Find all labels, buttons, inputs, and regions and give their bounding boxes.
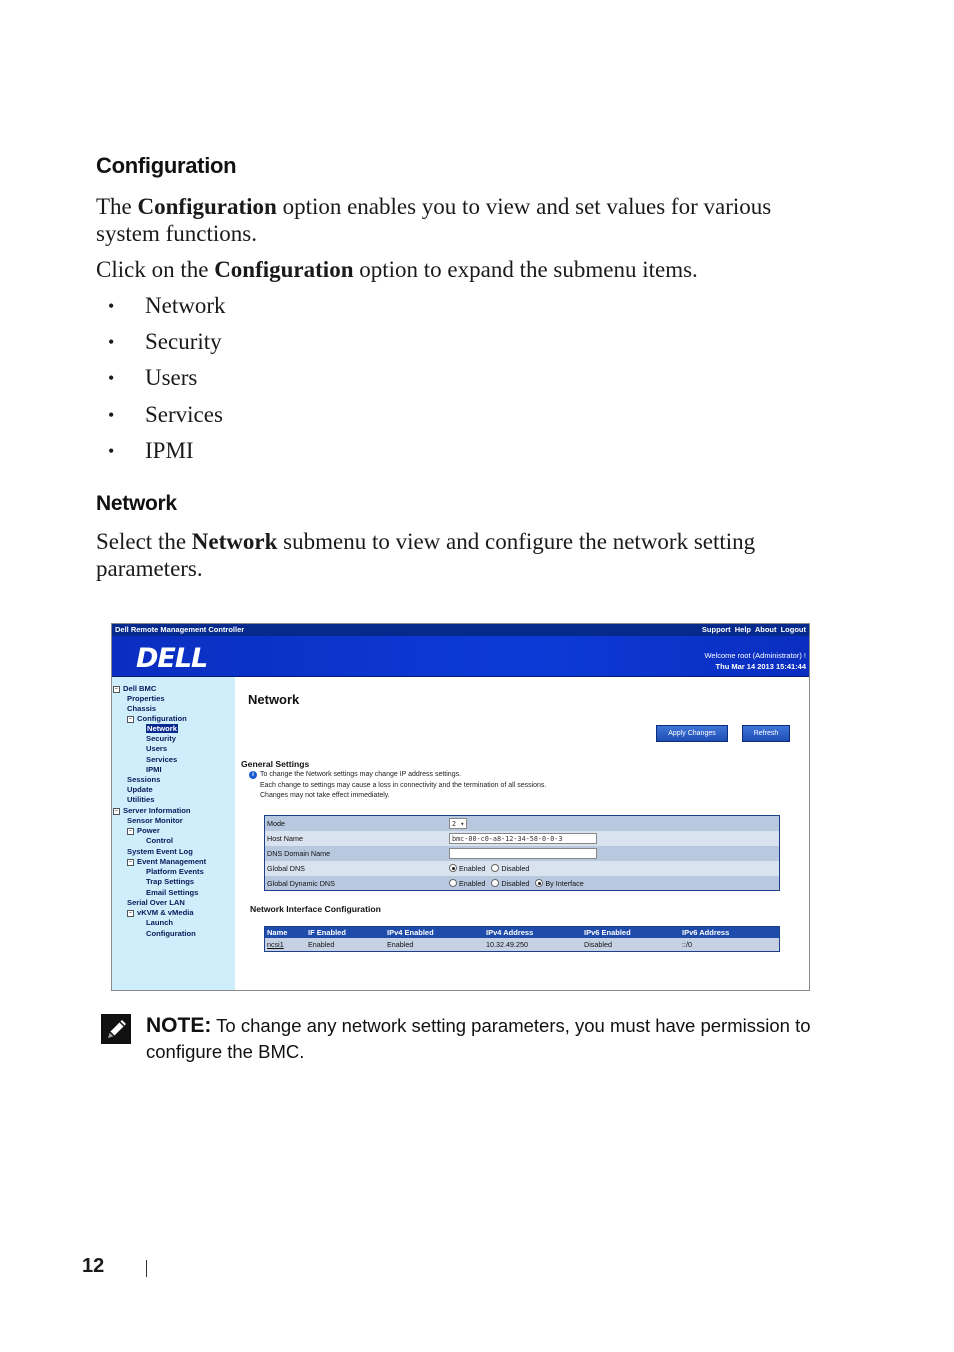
- general-settings-table: [264, 815, 780, 891]
- global-dynamic-dns-options: Enabled Disabled By Interface: [449, 876, 584, 891]
- dns-domain-row: [265, 846, 779, 861]
- nic-config-heading: Network Interface Configuration: [250, 904, 381, 914]
- note-label: NOTE:: [146, 1014, 212, 1037]
- refresh-button[interactable]: Refresh: [742, 725, 790, 742]
- chevron-down-icon: ▾: [460, 820, 465, 828]
- tree-item-security[interactable]: Security: [146, 734, 176, 743]
- collapse-icon[interactable]: −: [127, 910, 134, 917]
- table-cell: Enabled: [308, 940, 335, 949]
- support-link[interactable]: Support: [701, 625, 731, 634]
- welcome-text: Welcome root (Administrator) !: [704, 651, 806, 660]
- tree-item-sessions[interactable]: Sessions: [127, 775, 161, 784]
- tree-item-event-management[interactable]: − Event Management: [127, 857, 206, 867]
- note-text: NOTE: To change any network setting parameters, you must have permission to configure the BMC.: [146, 1014, 811, 1062]
- nic-table-header: [265, 927, 779, 938]
- sidebar-tree: [112, 677, 235, 991]
- about-link[interactable]: About: [754, 625, 777, 634]
- configuration-click-text: Click on the Configuration option to expand the submenu items.: [96, 257, 698, 282]
- collapse-icon[interactable]: −: [127, 716, 134, 723]
- info-line: Each change to settings may cause a loss in connectivity and the termination of all sessions.: [260, 781, 547, 789]
- footer-divider: [146, 1260, 147, 1277]
- tree-item-configuration[interactable]: − Configuration: [127, 714, 187, 724]
- tree-item-users[interactable]: Users: [146, 744, 168, 753]
- tree-item-sensor-monitor[interactable]: Sensor Monitor: [127, 816, 183, 825]
- table-cell: Enabled: [387, 940, 414, 949]
- global-dns-label: Global DNS: [267, 864, 305, 873]
- tree-item-ipmi[interactable]: IPMI: [146, 765, 162, 774]
- host-name-row: [265, 831, 779, 846]
- global-dynamic-dns-row: [265, 876, 779, 891]
- info-line: Changes may not take effect immediately.: [260, 792, 390, 799]
- global-dynamic-dns-label: Global Dynamic DNS: [267, 879, 335, 888]
- datetime: Thu Mar 14 2013 15:41:44: [715, 662, 806, 671]
- configuration-heading: Configuration: [96, 153, 237, 178]
- column-header: IPv6 Address: [682, 928, 730, 937]
- page-number: 12: [82, 1255, 105, 1277]
- tree-item-utilities[interactable]: Utilities: [127, 795, 155, 804]
- network-text: Select the Network submenu to view and configure the network setting parameters.: [96, 529, 756, 581]
- apply-changes-button[interactable]: Apply Changes: [656, 725, 728, 742]
- tree-item-services[interactable]: Services: [146, 755, 178, 764]
- tree-item-chassis[interactable]: Chassis: [127, 704, 157, 713]
- column-header: IF Enabled: [308, 928, 346, 937]
- info-message: [249, 770, 546, 802]
- app-title: Dell Remote Management Controller: [115, 625, 245, 634]
- banner: [112, 636, 809, 677]
- global-dns-enabled-radio[interactable]: [449, 864, 457, 872]
- column-header: Name: [267, 928, 288, 937]
- top-links: [702, 624, 806, 636]
- dell-logo: DELL: [136, 643, 208, 674]
- collapse-icon[interactable]: −: [127, 828, 134, 835]
- bmc-screenshot: [111, 623, 810, 991]
- global-dns-options: Enabled Disabled: [449, 861, 529, 876]
- host-name-input[interactable]: bmc-00-c0-a8-12-34-58-0-0-3: [449, 833, 597, 844]
- nic-table: [264, 926, 780, 952]
- list-item: • Security: [108, 329, 222, 355]
- tree-item-server-information[interactable]: − Server Information: [113, 806, 191, 816]
- main-panel: [235, 677, 810, 991]
- tree-item-platform-events[interactable]: Platform Events: [146, 867, 204, 876]
- logout-link[interactable]: Logout: [780, 625, 806, 634]
- tree-item-properties[interactable]: Properties: [127, 694, 165, 703]
- mode-row: [265, 816, 779, 831]
- table-cell: ::/0: [682, 940, 692, 949]
- help-link[interactable]: Help: [734, 625, 752, 634]
- mode-label: Mode: [267, 819, 285, 828]
- tree-item-system-event-log[interactable]: System Event Log: [127, 847, 193, 856]
- host-name-label: Host Name: [267, 834, 303, 843]
- collapse-icon[interactable]: −: [113, 686, 120, 693]
- global-dyn-enabled-radio[interactable]: [449, 879, 457, 887]
- tree-item-launch[interactable]: Launch: [146, 918, 174, 927]
- dns-domain-input[interactable]: [449, 848, 597, 859]
- tree-item-power[interactable]: − Power: [127, 826, 160, 836]
- nic-name-link[interactable]: ncsi1: [267, 940, 284, 949]
- tree-item-vkvm-vmedia[interactable]: − vKVM & vMedia: [127, 908, 194, 918]
- general-settings-heading: General Settings: [241, 759, 310, 769]
- info-icon: i: [249, 771, 257, 779]
- table-cell: 10.32.49.250: [486, 940, 528, 949]
- list-item: • Users: [108, 365, 198, 391]
- column-header: IPv4 Enabled: [387, 928, 434, 937]
- tree-item-serial-over-lan[interactable]: Serial Over LAN: [127, 898, 185, 907]
- info-line: To change the Network settings may change IP address settings.: [260, 771, 462, 778]
- note-pencil-icon: [100, 1013, 132, 1045]
- column-header: IPv4 Address: [486, 928, 534, 937]
- tree-item-trap-settings[interactable]: Trap Settings: [146, 877, 195, 886]
- top-bar: [112, 624, 809, 636]
- page-title: Network: [248, 692, 300, 707]
- tree-item-dell-bmc[interactable]: − Dell BMC: [113, 684, 156, 694]
- list-item: • IPMI: [108, 437, 194, 463]
- tree-item-update[interactable]: Update: [127, 785, 153, 794]
- list-item: • Network: [108, 293, 226, 318]
- welcome-panel: [704, 650, 806, 672]
- tree-item-network[interactable]: Network: [147, 724, 177, 733]
- global-dyn-by-interface-radio[interactable]: [535, 879, 543, 887]
- collapse-icon[interactable]: −: [113, 808, 120, 815]
- tree-item-vmedia-configuration[interactable]: Configuration: [146, 929, 196, 938]
- submenu-list: [108, 292, 225, 473]
- global-dns-row: [265, 861, 779, 876]
- collapse-icon[interactable]: −: [127, 859, 134, 866]
- list-item: • Services: [108, 401, 223, 427]
- tree-item-email-settings[interactable]: Email Settings: [146, 888, 199, 897]
- dns-domain-label: DNS Domain Name: [267, 849, 331, 858]
- configuration-intro: The Configuration option enables you to view and set values for various system functions.: [96, 194, 772, 246]
- table-cell: Disabled: [584, 940, 612, 949]
- tree-item-control[interactable]: Control: [146, 836, 173, 845]
- global-dns-disabled-radio[interactable]: [491, 864, 499, 872]
- column-header: IPv6 Enabled: [584, 928, 631, 937]
- network-heading: Network: [96, 492, 177, 515]
- mode-select[interactable]: 2 ▾: [449, 818, 467, 829]
- global-dyn-disabled-radio[interactable]: [491, 879, 499, 887]
- table-row: [265, 938, 779, 951]
